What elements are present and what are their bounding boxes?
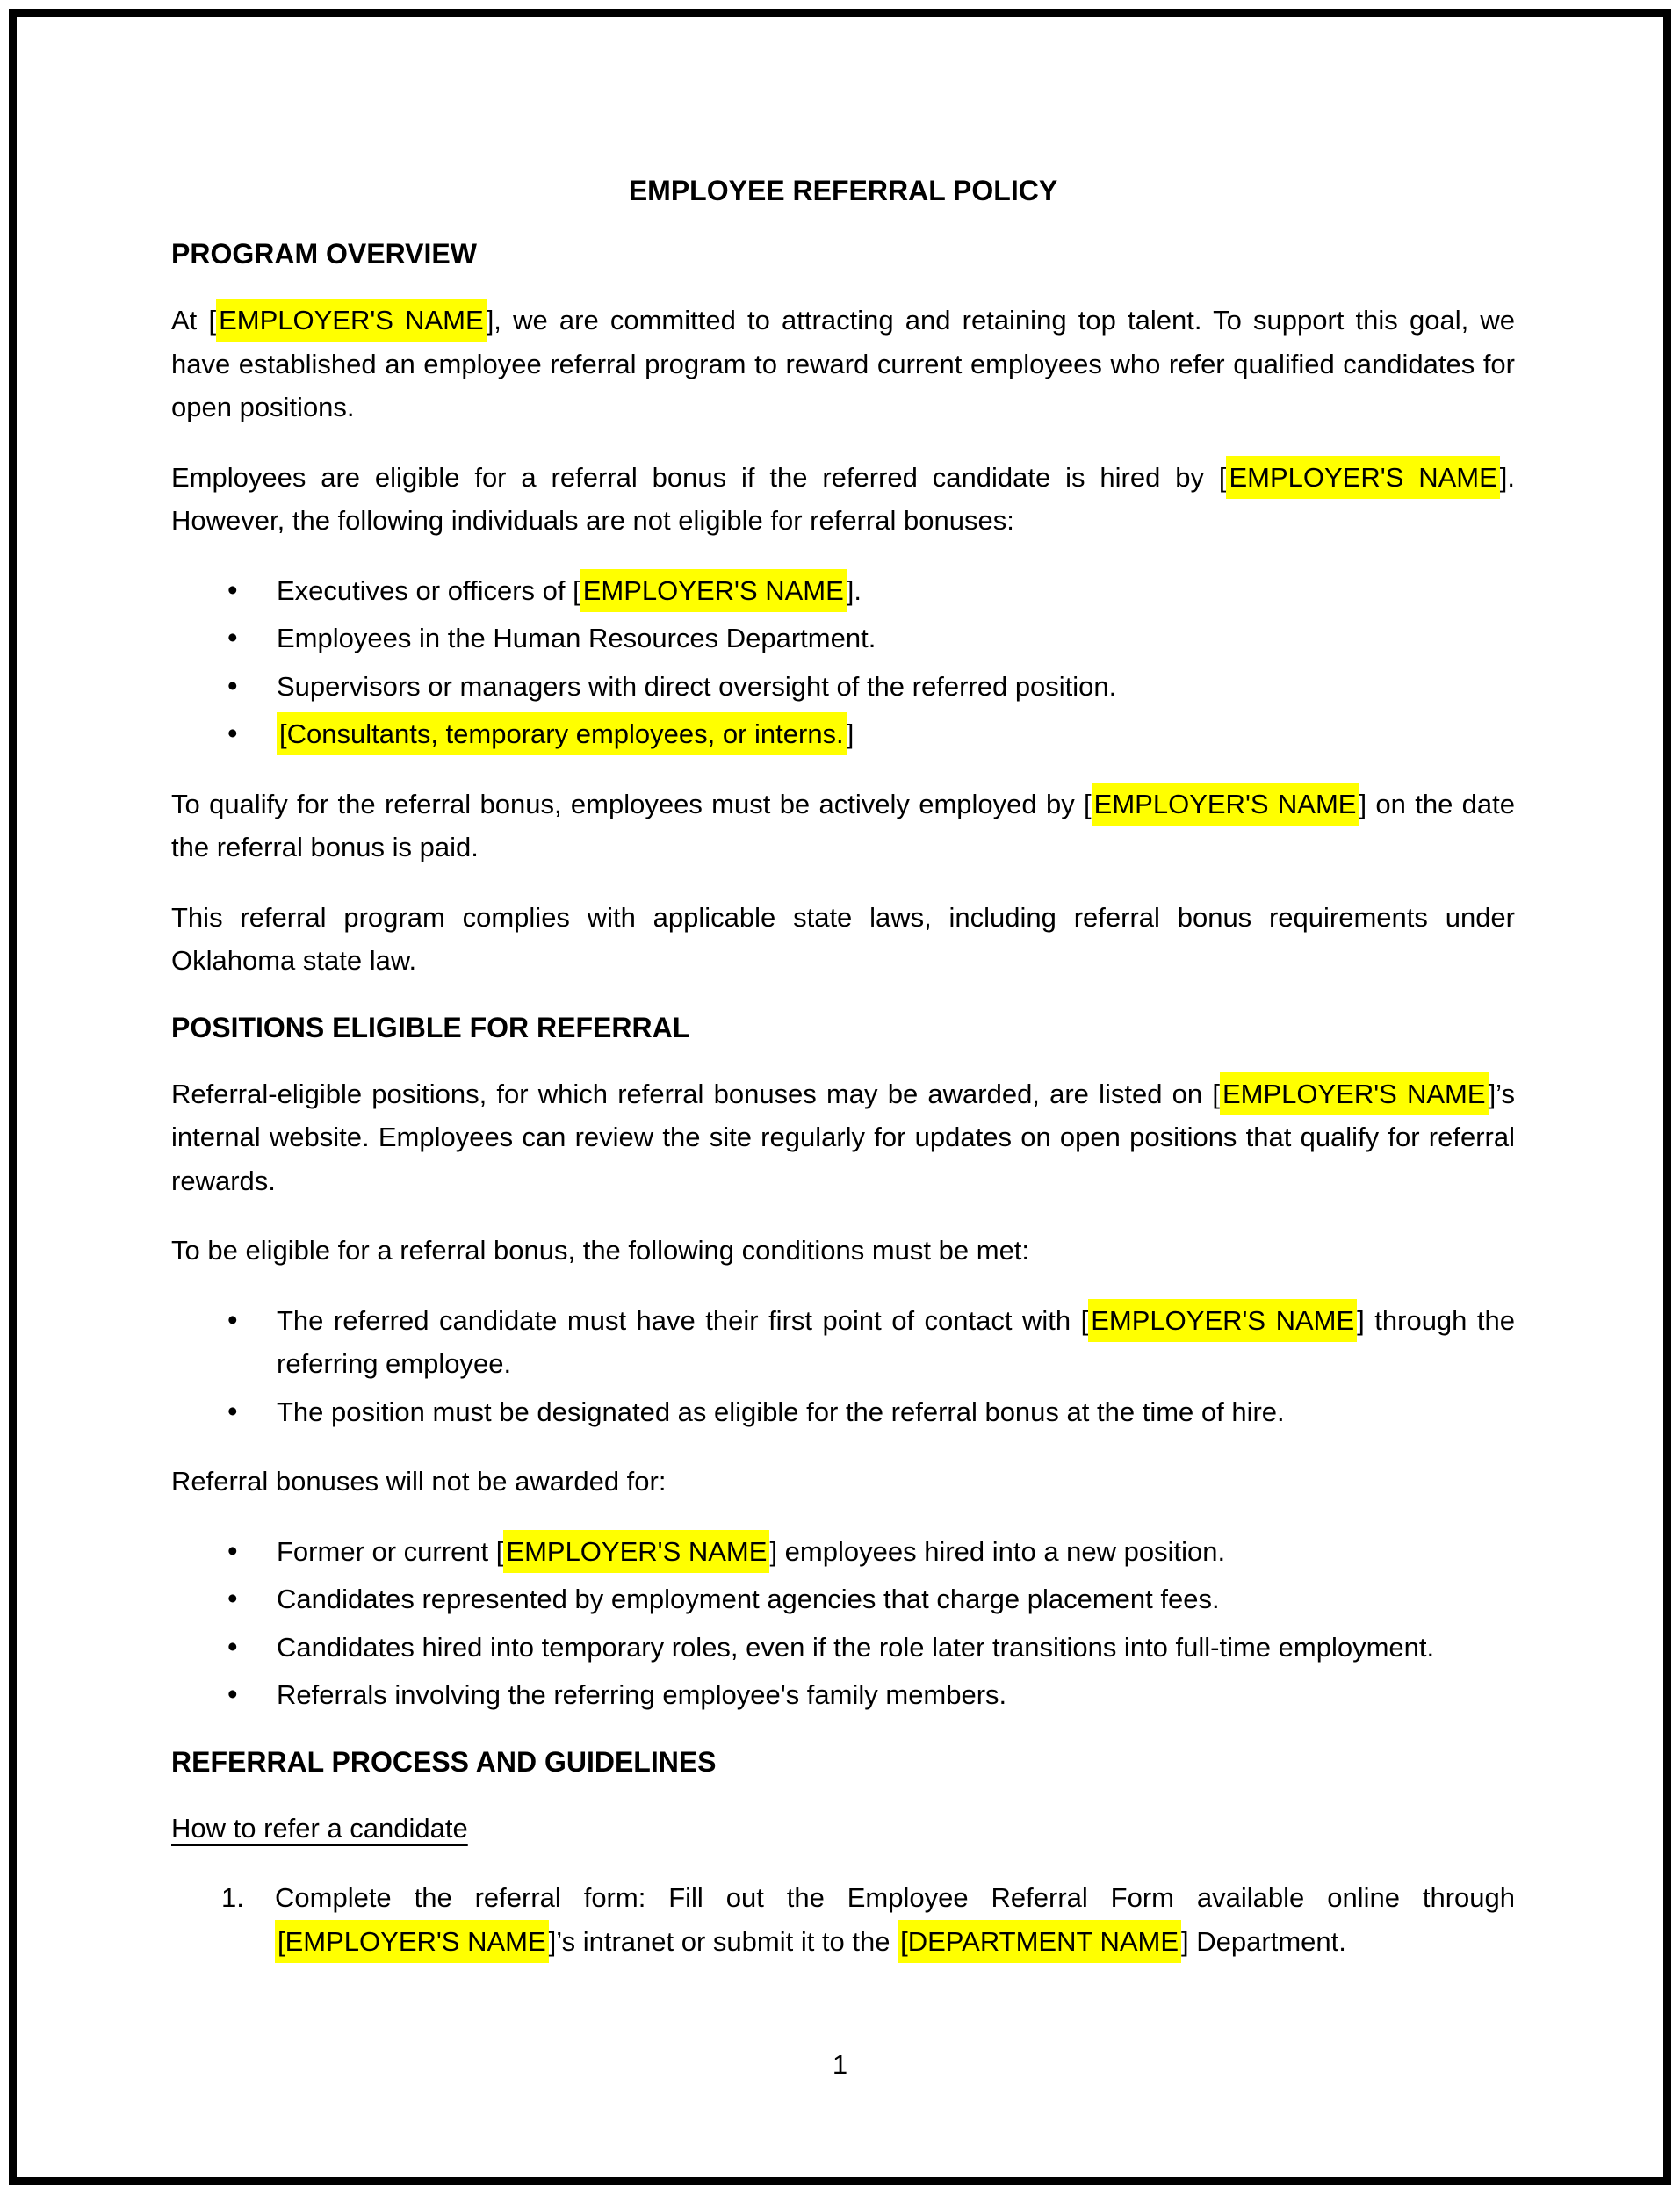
bullet-item: • Employees in the Human Resources Department.	[171, 617, 1515, 660]
highlight-placeholder: EMPLOYER'S NAME	[503, 1530, 769, 1573]
section-heading: POSITIONS ELIGIBLE FOR REFERRAL	[171, 1011, 690, 1043]
page-number: 1	[832, 2049, 848, 2080]
bullet-marker: •	[227, 1678, 238, 1710]
bullet-list	[171, 569, 1515, 756]
paragraph: Referral bonuses will not be awarded for:	[171, 1466, 667, 1497]
bullet-list	[171, 1530, 1515, 1717]
bullet-marker: •	[227, 1534, 238, 1567]
highlight-placeholder: EMPLOYER'S NAME	[1088, 1299, 1357, 1342]
bullet-marker: •	[227, 573, 238, 606]
bullet-marker: •	[227, 1582, 238, 1614]
bullet-marker: •	[227, 668, 238, 702]
paragraph: Referral-eligible positions, for which referral bonuses may be awarded, are listed on [EMPLOYER'S NAME]’s internal website. Employees can review the site regularly for updates on open positions that qualify for referral rewards.	[171, 1072, 1515, 1203]
numbered-list	[171, 1876, 1515, 1963]
paragraph: At [EMPLOYER'S NAME], we are committed to attracting and retaining top talent. To support this goal, we have established an employee referral program to reward current employees who refer qualified candidates for open positions.	[171, 299, 1515, 429]
bullet-marker: •	[227, 1629, 238, 1663]
section-heading: REFERRAL PROCESS AND GUIDELINES	[171, 1745, 717, 1778]
bullet-item: • [Consultants, temporary employees, or interns.]	[171, 712, 1515, 756]
list-number: 1.	[221, 1882, 244, 1913]
bullet-marker: •	[227, 1394, 238, 1427]
highlight-placeholder: EMPLOYER'S NAME	[580, 569, 847, 612]
paragraph: This referral program complies with applicable state laws, including referral bonus requirements under Oklahoma state law.	[171, 901, 1515, 976]
bullet-item: • Referrals involving the referring employee's family members.	[171, 1673, 1515, 1717]
document-body	[171, 235, 1515, 1963]
document-title: EMPLOYEE REFERRAL POLICY	[628, 175, 1058, 206]
highlight-placeholder: EMPLOYER'S NAME	[1220, 1072, 1489, 1115]
numbered-item: 1. Complete the referral form: Fill out the Employee Referral Form available online through [EMPLOYER'S NAME]’s intranet or submit it to the [DEPARTMENT NAME] Department.	[171, 1876, 1515, 1963]
highlight-placeholder: EMPLOYER'S NAME	[1092, 783, 1359, 826]
paragraph: To qualify for the referral bonus, employees must be actively employed by [EMPLOYER'S NAME] on the date the referral bonus is paid.	[171, 783, 1515, 870]
bullet-item: • The position must be designated as eligible for the referral bonus at the time of hire.	[171, 1390, 1515, 1434]
highlight-placeholder: [DEPARTMENT NAME	[898, 1920, 1181, 1963]
bullet-item: • The referred candidate must have their first point of contact with [EMPLOYER'S NAME] through the referring employee.	[171, 1299, 1515, 1386]
section-heading: PROGRAM OVERVIEW	[171, 238, 477, 270]
bullet-item: • Candidates hired into temporary roles, even if the role later transitions into full-time employment.	[171, 1626, 1515, 1670]
highlight-placeholder: [Consultants, temporary employees, or interns.	[277, 712, 847, 755]
subheading-underlined: How to refer a candidate	[171, 1812, 468, 1844]
highlight-placeholder: [EMPLOYER'S NAME	[275, 1920, 549, 1963]
bullet-marker: •	[227, 621, 238, 653]
bullet-list	[171, 1299, 1515, 1434]
document-content	[171, 172, 1515, 1963]
bullet-item: • Executives or officers of [EMPLOYER'S NAME].	[171, 569, 1515, 613]
bullet-item: • Supervisors or managers with direct oversight of the referred position.	[171, 665, 1515, 709]
highlight-placeholder: EMPLOYER'S NAME	[1226, 456, 1499, 499]
highlight-placeholder: EMPLOYER'S NAME	[216, 299, 487, 342]
bullet-marker: •	[227, 1303, 238, 1336]
paragraph: To be eligible for a referral bonus, the following conditions must be met:	[171, 1235, 1030, 1266]
bullet-item: • Former or current [EMPLOYER'S NAME] employees hired into a new position.	[171, 1530, 1515, 1574]
paragraph: Employees are eligible for a referral bonus if the referred candidate is hired by [EMPLOYER'S NAME]. However, the following individuals are not eligible for referral bonuses:	[171, 456, 1515, 543]
bullet-item: • Candidates represented by employment agencies that charge placement fees.	[171, 1577, 1515, 1621]
bullet-marker: •	[227, 717, 238, 749]
